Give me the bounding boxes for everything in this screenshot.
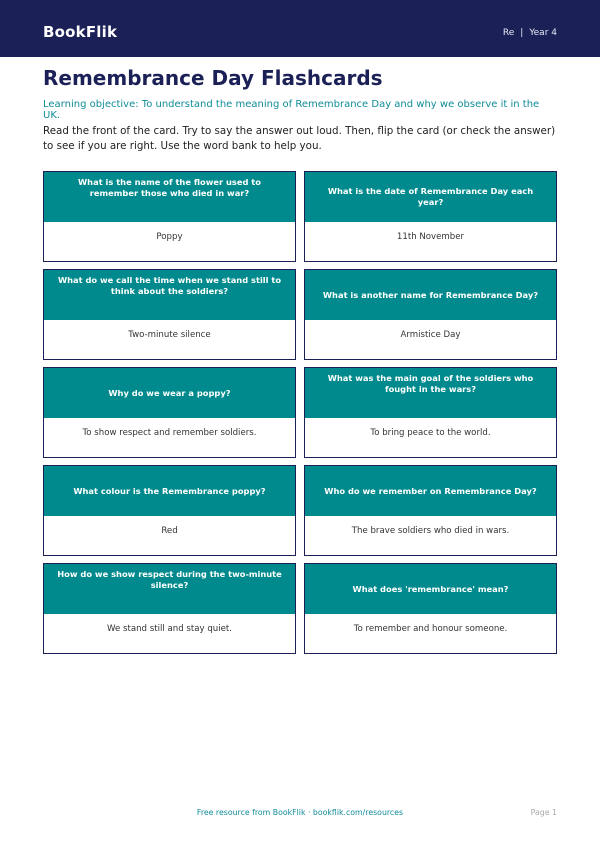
card-answer: The brave soldiers who died in wars.: [305, 516, 556, 555]
header-meta: [503, 28, 557, 38]
flashcard[interactable]: [304, 367, 557, 458]
card-answer: Poppy: [44, 222, 295, 261]
subject-label: Re: [502, 28, 515, 38]
brand-logo[interactable]: BookFlik: [43, 23, 118, 41]
card-answer: 11th November: [305, 222, 556, 261]
flashcard[interactable]: [43, 269, 296, 360]
card-question[interactable]: Who do we remember on Remembrance Day?: [305, 466, 556, 516]
flashcard[interactable]: [43, 171, 296, 262]
card-answer: To remember and honour someone.: [305, 614, 556, 653]
card-question[interactable]: What is another name for Remembrance Day?: [305, 270, 556, 320]
footer-link[interactable]: Free resource from BookFlik · bookflik.com/resources: [196, 808, 404, 817]
meta-separator: |: [520, 28, 524, 38]
flashcard[interactable]: [304, 465, 557, 556]
card-answer: To bring peace to the world.: [305, 418, 556, 457]
card-answer: Armistice Day: [305, 320, 556, 359]
flashcard[interactable]: [304, 563, 557, 654]
card-answer: We stand still and stay quiet.: [44, 614, 295, 653]
card-question[interactable]: What do we call the time when we stand still to think about the soldiers?: [44, 270, 295, 320]
card-question[interactable]: What is the date of Remembrance Day each year?: [305, 172, 556, 222]
flashcard-grid: [43, 171, 557, 654]
card-answer: Red: [44, 516, 295, 555]
card-question[interactable]: What was the main goal of the soldiers who fought in the wars?: [305, 368, 556, 418]
instructions: Read the front of the card. Try to say the answer out loud. Then, flip the card (or check the answer) to see if you are right. Use the word bank to help you.: [43, 125, 556, 152]
page-number: Page 1: [530, 808, 557, 817]
header-bar: [0, 0, 600, 57]
flashcard[interactable]: [304, 269, 557, 360]
card-question[interactable]: How do we show respect during the two-minute silence?: [44, 564, 295, 614]
card-question[interactable]: What colour is the Remembrance poppy?: [44, 466, 295, 516]
card-question[interactable]: Why do we wear a poppy?: [44, 368, 295, 418]
flashcard[interactable]: [43, 563, 296, 654]
card-answer: Two-minute silence: [44, 320, 295, 359]
card-answer: To show respect and remember soldiers.: [44, 418, 295, 457]
flashcard[interactable]: [43, 465, 296, 556]
flashcard[interactable]: [43, 367, 296, 458]
flashcard[interactable]: [304, 171, 557, 262]
card-question[interactable]: What does 'remembrance' mean?: [305, 564, 556, 614]
learning-objective: Learning objective: To understand the meaning of Remembrance Day and why we observe it in the UK.: [43, 99, 540, 121]
card-question[interactable]: What is the name of the flower used to remember those who died in war?: [44, 172, 295, 222]
year-label: Year 4: [529, 28, 557, 38]
page-title: Remembrance Day Flashcards: [43, 66, 383, 90]
